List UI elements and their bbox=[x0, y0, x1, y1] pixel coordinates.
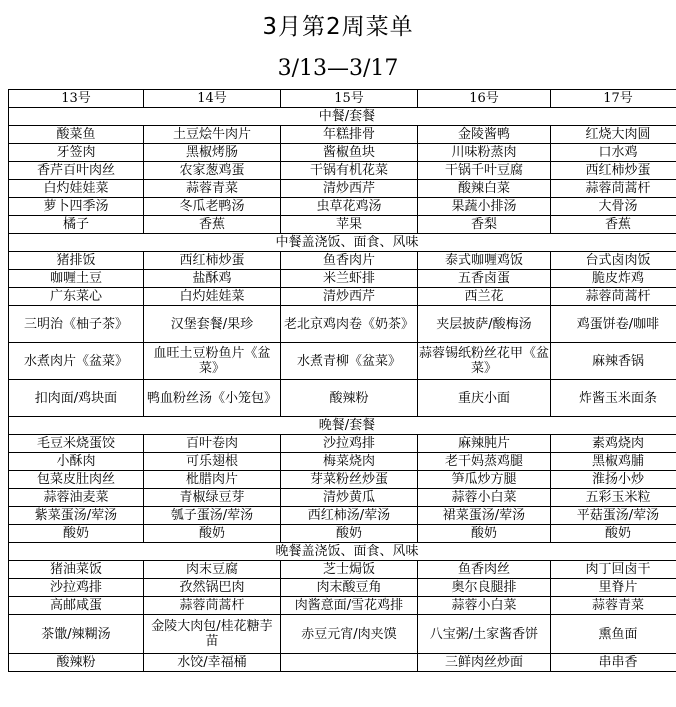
dish-cell: 虫草花鸡汤 bbox=[281, 198, 418, 216]
dish-cell: 肉末酸豆角 bbox=[281, 579, 418, 597]
table-row bbox=[9, 654, 676, 672]
table-row bbox=[9, 380, 676, 417]
day-header: 16号 bbox=[418, 90, 551, 108]
dish-cell: 素鸡烧肉 bbox=[551, 435, 676, 453]
dish-cell: 咖喱土豆 bbox=[9, 270, 144, 288]
dish-cell: 笋瓜炒方腿 bbox=[418, 471, 551, 489]
dish-cell: 肉酱意面/雪花鸡排 bbox=[281, 597, 418, 615]
dish-cell: 干锅千叶豆腐 bbox=[418, 162, 551, 180]
dish-cell: 三明治《柚子茶》 bbox=[9, 306, 144, 343]
dish-cell: 老干妈蒸鸡腿 bbox=[418, 453, 551, 471]
dish-cell: 川味粉蒸肉 bbox=[418, 144, 551, 162]
section-header-row bbox=[9, 108, 676, 126]
dish-cell: 鱼香肉丝 bbox=[418, 561, 551, 579]
table-row bbox=[9, 453, 676, 471]
dish-cell: 瓠子蛋汤/荤汤 bbox=[144, 507, 281, 525]
table-row bbox=[9, 579, 676, 597]
dish-cell: 黑椒烤肠 bbox=[144, 144, 281, 162]
dish-cell: 蒜蓉茼蒿杆 bbox=[551, 180, 676, 198]
dish-cell: 老北京鸡肉卷《奶茶》 bbox=[281, 306, 418, 343]
dish-cell: 夹层披萨/酸梅汤 bbox=[418, 306, 551, 343]
dish-cell: 三鲜肉丝炒面 bbox=[418, 654, 551, 672]
dish-cell: 萝卜四季汤 bbox=[9, 198, 144, 216]
table-row bbox=[9, 489, 676, 507]
dish-cell: 肉末豆腐 bbox=[144, 561, 281, 579]
dish-cell: 清炒黄瓜 bbox=[281, 489, 418, 507]
dish-cell: 脆皮炸鸡 bbox=[551, 270, 676, 288]
table-row bbox=[9, 144, 676, 162]
dish-cell: 水饺/幸福桶 bbox=[144, 654, 281, 672]
dish-cell: 小酥肉 bbox=[9, 453, 144, 471]
dish-cell: 广东菜心 bbox=[9, 288, 144, 306]
dish-cell: 麻辣香锅 bbox=[551, 343, 676, 380]
dish-cell: 酸奶 bbox=[281, 525, 418, 543]
dish-cell: 裙菜蛋汤/荤汤 bbox=[418, 507, 551, 525]
table-row bbox=[9, 198, 676, 216]
dish-cell: 五香卤蛋 bbox=[418, 270, 551, 288]
dish-cell: 年糕排骨 bbox=[281, 126, 418, 144]
dish-cell: 苹果 bbox=[281, 216, 418, 234]
dish-cell: 蒜蓉油麦菜 bbox=[9, 489, 144, 507]
dish-cell: 青椒绿豆芽 bbox=[144, 489, 281, 507]
dish-cell: 高邮咸蛋 bbox=[9, 597, 144, 615]
dish-cell: 重庆小面 bbox=[418, 380, 551, 417]
dish-cell: 牙签肉 bbox=[9, 144, 144, 162]
dish-cell: 红烧大肉圆 bbox=[551, 126, 676, 144]
dish-cell: 台式卤肉饭 bbox=[551, 252, 676, 270]
dish-cell: 蒜蓉小白菜 bbox=[418, 489, 551, 507]
dish-cell: 西红柿汤/荤汤 bbox=[281, 507, 418, 525]
dish-cell: 麻辣肫片 bbox=[418, 435, 551, 453]
date-range: 3/13—3/17 bbox=[277, 56, 399, 81]
dish-cell: 大骨汤 bbox=[551, 198, 676, 216]
dish-cell: 蒜蓉锡纸粉丝花甲《盆菜》 bbox=[418, 343, 551, 380]
dish-cell: 蒜蓉茼蒿杆 bbox=[551, 288, 676, 306]
dish-cell: 沙拉鸡排 bbox=[9, 579, 144, 597]
dish-cell: 鸡蛋饼卷/咖啡 bbox=[551, 306, 676, 343]
dish-cell: 农家葱鸡蛋 bbox=[144, 162, 281, 180]
dish-cell: 蒜蓉茼蒿杆 bbox=[144, 597, 281, 615]
table-row bbox=[9, 471, 676, 489]
dish-cell: 香蕉 bbox=[551, 216, 676, 234]
dish-cell: 淮扬小炒 bbox=[551, 471, 676, 489]
dish-cell: 猪排饭 bbox=[9, 252, 144, 270]
dish-cell: 金陵酱鸭 bbox=[418, 126, 551, 144]
section-header: 中餐盖浇饭、面食、风味 bbox=[9, 234, 676, 252]
table-row bbox=[9, 525, 676, 543]
dish-cell: 白灼娃娃菜 bbox=[144, 288, 281, 306]
dish-cell: 枇腊肉片 bbox=[144, 471, 281, 489]
dish-cell: 清炒西芹 bbox=[281, 180, 418, 198]
dish-cell: 蒜蓉青菜 bbox=[551, 597, 676, 615]
dish-cell: 冬瓜老鸭汤 bbox=[144, 198, 281, 216]
dish-cell: 橘子 bbox=[9, 216, 144, 234]
dish-cell: 酸奶 bbox=[9, 525, 144, 543]
table-row bbox=[9, 435, 676, 453]
dish-cell: 平菇蛋汤/荤汤 bbox=[551, 507, 676, 525]
dish-cell: 孜然锅巴肉 bbox=[144, 579, 281, 597]
dish-cell: 扣肉面/鸡块面 bbox=[9, 380, 144, 417]
menu-table bbox=[8, 89, 676, 672]
table-row bbox=[9, 343, 676, 380]
dish-cell: 口水鸡 bbox=[551, 144, 676, 162]
dish-cell: 茶馓/辣糊汤 bbox=[9, 615, 144, 654]
section-header: 中餐/套餐 bbox=[9, 108, 676, 126]
dish-cell: 梅菜烧肉 bbox=[281, 453, 418, 471]
section-header: 晚餐/套餐 bbox=[9, 417, 676, 435]
day-header: 14号 bbox=[144, 90, 281, 108]
dish-cell: 猪油菜饭 bbox=[9, 561, 144, 579]
dish-cell: 酸菜鱼 bbox=[9, 126, 144, 144]
dish-cell: 鱼香肉片 bbox=[281, 252, 418, 270]
dish-cell: 沙拉鸡排 bbox=[281, 435, 418, 453]
dish-cell: 串串香 bbox=[551, 654, 676, 672]
dish-cell: 酸奶 bbox=[551, 525, 676, 543]
dish-cell: 五彩玉米粒 bbox=[551, 489, 676, 507]
dish-cell: 百叶卷肉 bbox=[144, 435, 281, 453]
dish-cell: 水煮青柳《盆菜》 bbox=[281, 343, 418, 380]
dish-cell: 酱椒鱼块 bbox=[281, 144, 418, 162]
dish-cell: 芽菜粉丝炒蛋 bbox=[281, 471, 418, 489]
dish-cell: 酸奶 bbox=[144, 525, 281, 543]
dish-cell: 西兰花 bbox=[418, 288, 551, 306]
dish-cell: 酸辣粉 bbox=[281, 380, 418, 417]
table-row bbox=[9, 306, 676, 343]
table-row bbox=[9, 270, 676, 288]
dish-cell: 西红柿炒蛋 bbox=[551, 162, 676, 180]
dish-cell: 土豆烩牛肉片 bbox=[144, 126, 281, 144]
menu-title: 3月第2周菜单 bbox=[262, 14, 414, 40]
dish-cell: 包菜皮肚肉丝 bbox=[9, 471, 144, 489]
dish-cell: 金陵大肉包/桂花糖芋苗 bbox=[144, 615, 281, 654]
dish-cell: 熏鱼面 bbox=[551, 615, 676, 654]
dish-cell: 香蕉 bbox=[144, 216, 281, 234]
dish-cell: 泰式咖喱鸡饭 bbox=[418, 252, 551, 270]
section-header-row bbox=[9, 234, 676, 252]
dish-cell: 白灼娃娃菜 bbox=[9, 180, 144, 198]
table-row bbox=[9, 126, 676, 144]
dish-cell: 蒜蓉小白菜 bbox=[418, 597, 551, 615]
table-row bbox=[9, 561, 676, 579]
dish-cell: 血旺土豆粉鱼片《盆菜》 bbox=[144, 343, 281, 380]
day-header-row bbox=[9, 90, 676, 108]
dish-cell: 鸭血粉丝汤《小笼包》 bbox=[144, 380, 281, 417]
table-row bbox=[9, 162, 676, 180]
dish-cell: 盐酥鸡 bbox=[144, 270, 281, 288]
dish-cell: 炸酱玉米面条 bbox=[551, 380, 676, 417]
table-row bbox=[9, 252, 676, 270]
dish-cell: 西红柿炒蛋 bbox=[144, 252, 281, 270]
table-row bbox=[9, 507, 676, 525]
dish-cell: 毛豆米烧蛋饺 bbox=[9, 435, 144, 453]
dish-cell: 干锅有机花菜 bbox=[281, 162, 418, 180]
dish-cell: 水煮肉片《盆菜》 bbox=[9, 343, 144, 380]
dish-cell: 酸奶 bbox=[418, 525, 551, 543]
dish-cell: 黑椒鸡脯 bbox=[551, 453, 676, 471]
day-header: 15号 bbox=[281, 90, 418, 108]
dish-cell: 米兰虾排 bbox=[281, 270, 418, 288]
dish-cell: 蒜蓉青菜 bbox=[144, 180, 281, 198]
dish-cell: 果蔬小排汤 bbox=[418, 198, 551, 216]
dish-cell: 汉堡套餐/果珍 bbox=[144, 306, 281, 343]
dish-cell: 奥尔良腿排 bbox=[418, 579, 551, 597]
dish-cell: 香梨 bbox=[418, 216, 551, 234]
dish-cell: 赤豆元宵/肉夹馍 bbox=[281, 615, 418, 654]
table-row bbox=[9, 180, 676, 198]
dish-cell: 八宝粥/土家酱香饼 bbox=[418, 615, 551, 654]
dish-cell bbox=[281, 654, 418, 672]
table-row bbox=[9, 597, 676, 615]
dish-cell: 酸辣粉 bbox=[9, 654, 144, 672]
dish-cell: 里脊片 bbox=[551, 579, 676, 597]
table-row bbox=[9, 615, 676, 654]
table-row bbox=[9, 216, 676, 234]
dish-cell: 肉丁回卤干 bbox=[551, 561, 676, 579]
dish-cell: 香芹百叶肉丝 bbox=[9, 162, 144, 180]
dish-cell: 酸辣白菜 bbox=[418, 180, 551, 198]
dish-cell: 清炒西芹 bbox=[281, 288, 418, 306]
section-header: 晚餐盖浇饭、面食、风味 bbox=[9, 543, 676, 561]
section-header-row bbox=[9, 417, 676, 435]
day-header: 17号 bbox=[551, 90, 676, 108]
section-header-row bbox=[9, 543, 676, 561]
table-row bbox=[9, 288, 676, 306]
day-header: 13号 bbox=[9, 90, 144, 108]
dish-cell: 可乐翅根 bbox=[144, 453, 281, 471]
dish-cell: 紫菜蛋汤/荤汤 bbox=[9, 507, 144, 525]
dish-cell: 芝士焗饭 bbox=[281, 561, 418, 579]
